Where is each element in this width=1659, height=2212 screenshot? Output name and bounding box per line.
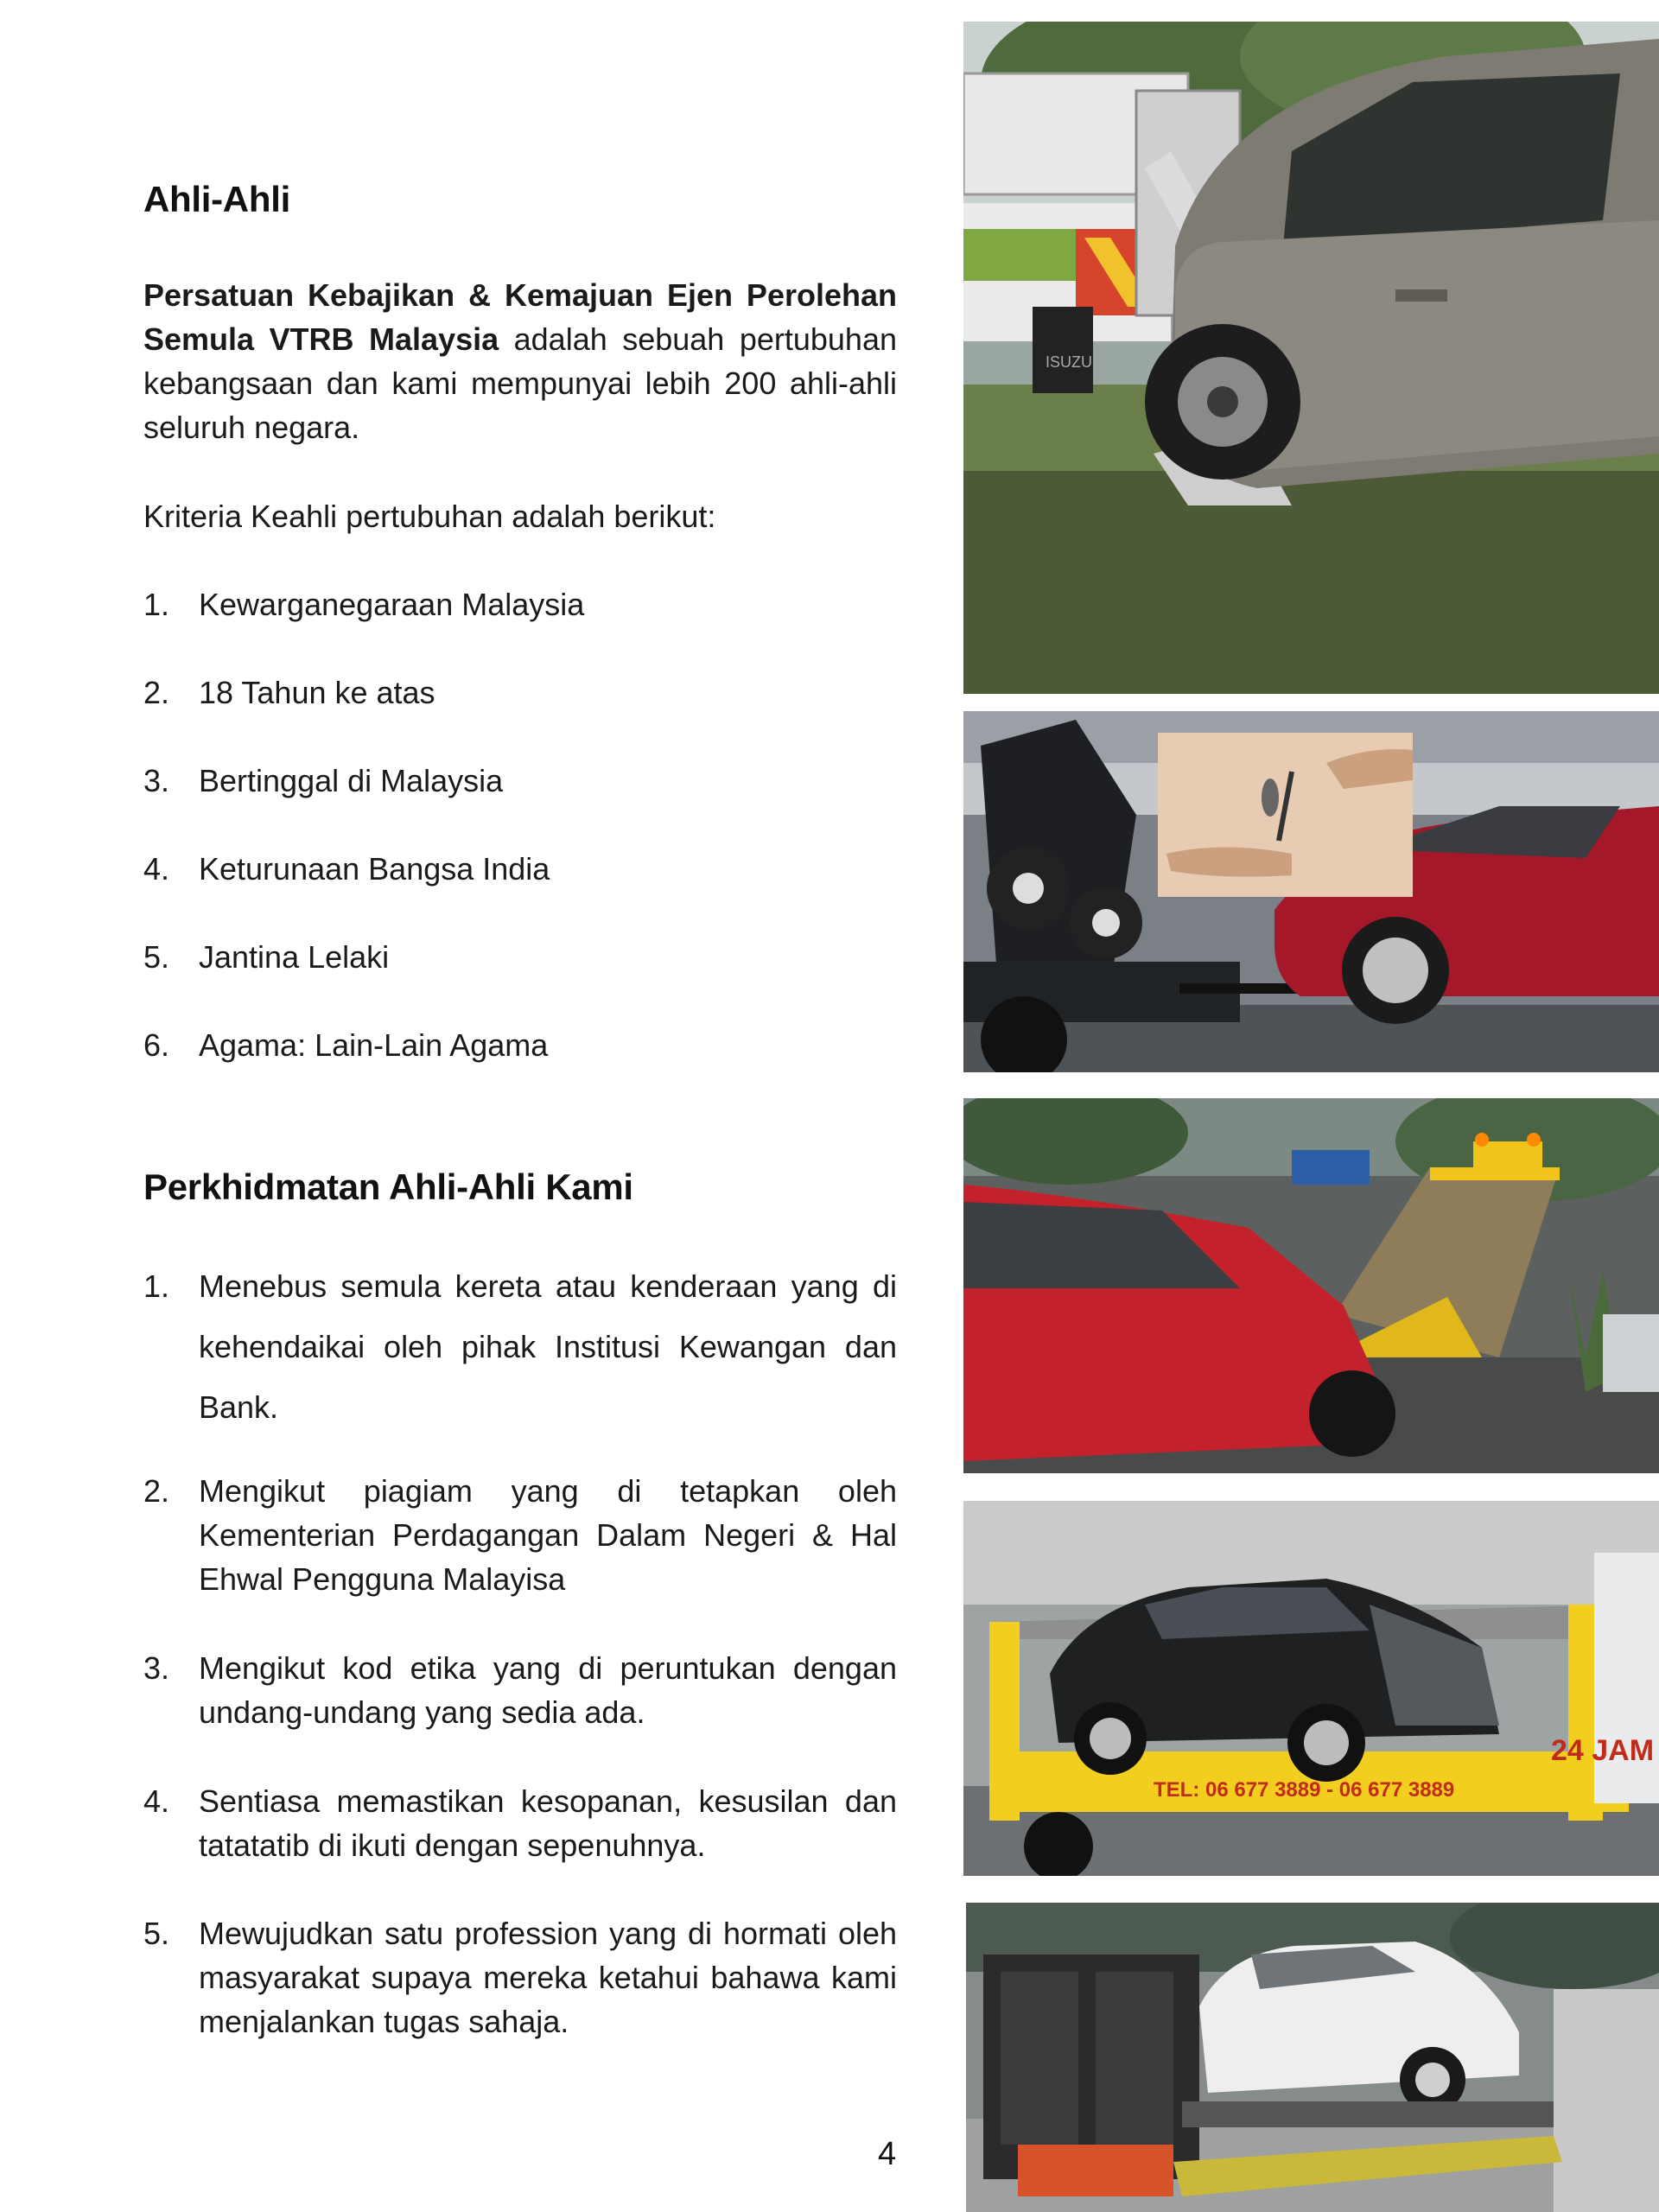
service-text: Menebus semula kereta atau kenderaan yang di kehendaikai oleh pihak Institusi Kewangan dan Bank. bbox=[199, 1268, 897, 1425]
intro-paragraph bbox=[143, 273, 897, 449]
photo-white-car-flatbed bbox=[966, 1903, 1659, 2212]
list-number: 4. bbox=[143, 851, 170, 887]
list-number: 5. bbox=[143, 939, 170, 975]
service-text: Mengikut kod etika yang di peruntukan dengan undang-undang yang sedia ada. bbox=[199, 1650, 897, 1730]
heading-ahli-ahli: Ahli-Ahli bbox=[143, 179, 290, 219]
intro-organisation-name: Persatuan Kebajikan & Kemajuan Ejen Perolehan Semula VTRB Malaysia bbox=[143, 277, 897, 357]
photo-red-car-tow bbox=[963, 711, 1659, 1072]
photo-flatbed-red-car bbox=[963, 1098, 1659, 1473]
truck-phone-text: TEL: 06 677 3889 - 06 677 3889 bbox=[1154, 1778, 1455, 1802]
page-number: 4 bbox=[878, 2136, 897, 2172]
service-text: Mewujudkan satu profession yang di hormati oleh masyarakat supaya mereka ketahui bahawa kami menjalankan tugas sahaja. bbox=[199, 1916, 897, 2039]
service-item bbox=[143, 1911, 897, 2044]
criteria-lead: Kriteria Keahli pertubuhan adalah berikut: bbox=[143, 499, 716, 534]
list-number: 1. bbox=[143, 1268, 170, 1304]
list-number: 1. bbox=[143, 587, 170, 622]
criteria-text: Kewarganegaraan Malaysia bbox=[199, 587, 585, 622]
service-text: Sentiasa memastikan kesopanan, kesusilan dan tatatatib di ikuti dengan sepenuhnya. bbox=[199, 1783, 897, 1863]
list-number: 2. bbox=[143, 1473, 170, 1509]
list-number: 6. bbox=[143, 1027, 170, 1063]
criteria-text: Keturunaan Bangsa India bbox=[199, 851, 550, 887]
list-number: 3. bbox=[143, 1650, 170, 1686]
service-text: Mengikut piagiam yang di tetapkan oleh Kementerian Perdagangan Dalam Negeri & Hal Ehwal Pengguna Malayisa bbox=[199, 1473, 897, 1597]
criteria-text: 18 Tahun ke atas bbox=[199, 675, 435, 710]
list-number: 4. bbox=[143, 1783, 170, 1819]
service-item bbox=[143, 1779, 897, 1867]
photo-tow-truck-suv bbox=[963, 22, 1659, 694]
intro-paragraph-rest: adalah sebuah pertubuhan kebangsaan dan kami mempunyai lebih 200 ahli-ahli seluruh negara. bbox=[143, 321, 897, 445]
truck-24-jam-text: 24 JAM bbox=[1551, 1734, 1655, 1767]
criteria-text: Bertinggal di Malaysia bbox=[199, 763, 504, 798]
criteria-text: Jantina Lelaki bbox=[199, 939, 390, 975]
heading-perkhidmatan: Perkhidmatan Ahli-Ahli Kami bbox=[143, 1166, 633, 1207]
list-number: 3. bbox=[143, 763, 170, 798]
truck-brand-text: ISUZU bbox=[1046, 353, 1092, 371]
service-item bbox=[143, 1256, 897, 1438]
criteria-text: Agama: Lain-Lain Agama bbox=[199, 1027, 549, 1063]
service-item bbox=[143, 1469, 897, 1601]
photo-crashed-car-truck bbox=[963, 1501, 1659, 1876]
service-item bbox=[143, 1646, 897, 1734]
list-number: 2. bbox=[143, 675, 170, 710]
list-number: 5. bbox=[143, 1916, 170, 1951]
